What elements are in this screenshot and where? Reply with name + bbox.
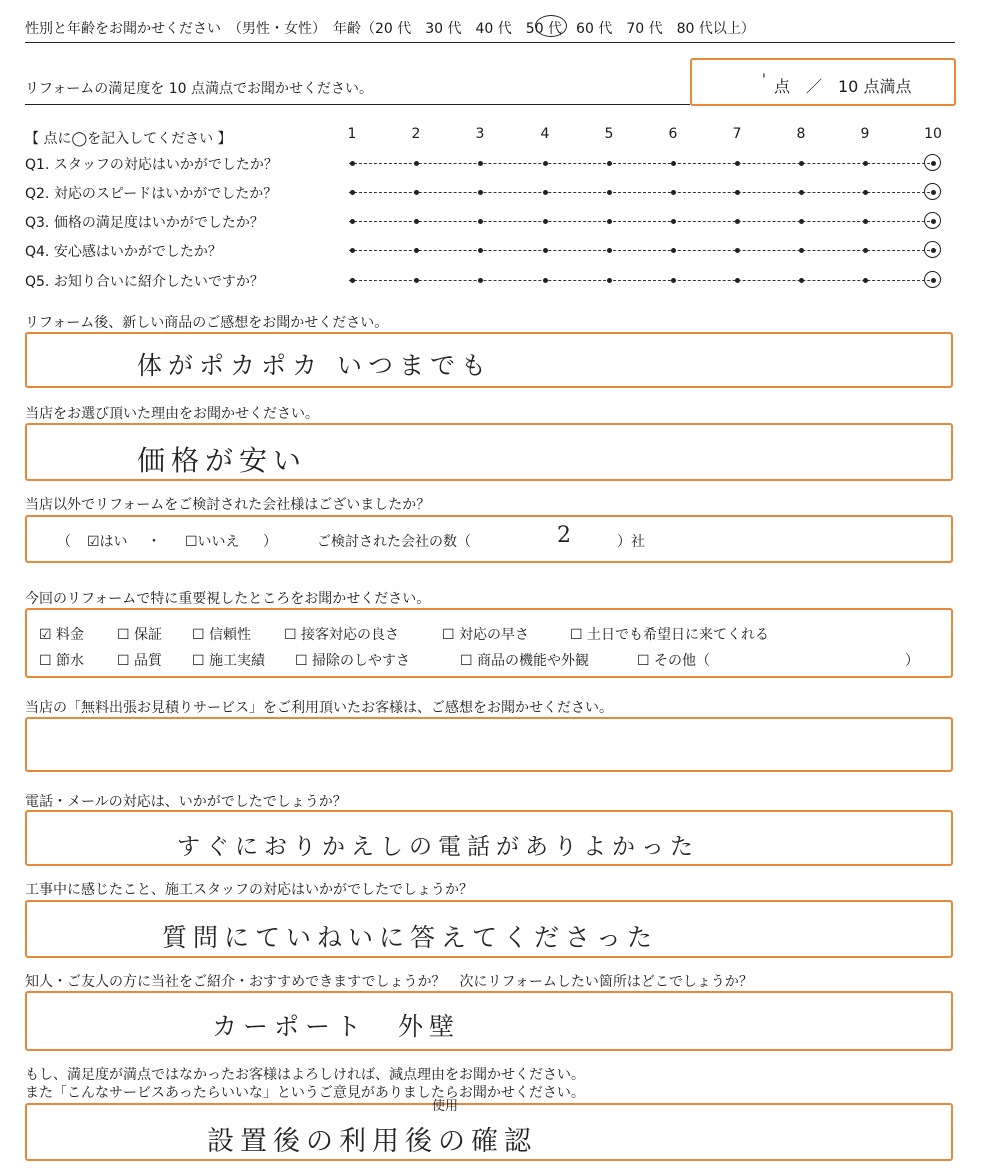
reason-answer-box[interactable] (25, 423, 953, 481)
rating-point-5-6[interactable] (671, 278, 676, 283)
rating-point-1-2[interactable] (414, 161, 419, 166)
rating-point-4-9[interactable] (863, 248, 868, 253)
deduct-question-2: また「こんなサービスあったらいいな」というご意見がありましたらお聞かせください。 (25, 1085, 585, 1101)
rating-point-1-5[interactable] (607, 161, 612, 166)
rating-point-3-7[interactable] (735, 219, 740, 224)
rating-question-1: Q1. スタッフの対応はいかがでしたか？ (25, 157, 278, 173)
rating-question-3: Q3. 価格の満足度はいかがでしたか？ (25, 215, 264, 231)
gender-age-question: 性別と年齢をお聞かせください （男性・女性） 年齢（20 代 30 代 40 代 50 代 60 代 70 代 80 代以上） (25, 18, 955, 43)
priority-weekend[interactable]: ☐ 土日でも希望日に来てくれる (570, 627, 770, 643)
rating-point-1-6[interactable] (671, 161, 676, 166)
rating-line-2 (349, 192, 935, 193)
rating-point-2-9[interactable] (863, 190, 868, 195)
rating-point-4-5[interactable] (607, 248, 612, 253)
scale-number-4: 4 (540, 126, 550, 142)
rating-line-1 (349, 163, 935, 164)
rating-selected-circle-5 (924, 271, 941, 288)
priority-design[interactable]: ☐ 商品の機能や外観 (460, 653, 590, 669)
rating-line-4 (349, 250, 935, 251)
priority-cleaning[interactable]: ☐ 掃除のしやすさ (295, 653, 411, 669)
rating-point-5-5[interactable] (607, 278, 612, 283)
scale-number-3: 3 (475, 126, 485, 142)
phone-answer-box[interactable] (25, 810, 953, 866)
rating-point-1-8[interactable] (799, 161, 804, 166)
rating-point-4-1[interactable] (350, 248, 355, 253)
rating-point-1-4[interactable] (543, 161, 548, 166)
rating-point-4-7[interactable] (735, 248, 740, 253)
rating-line-3 (349, 221, 935, 222)
rating-point-4-8[interactable] (799, 248, 804, 253)
deduct-answer-note: 使用 (432, 1099, 459, 1114)
reason-question: 当店をお選び頂いた理由をお聞かせください。 (25, 406, 319, 422)
rating-point-3-4[interactable] (543, 219, 548, 224)
rating-point-4-2[interactable] (414, 248, 419, 253)
rating-point-3-8[interactable] (799, 219, 804, 224)
deduct-question-1: もし、満足度が満点ではなかったお客様はよろしければ、減点理由をお聞かせください。 (25, 1067, 585, 1083)
estimate-answer-box[interactable] (25, 717, 953, 772)
score-value: ' (762, 72, 766, 88)
rating-question-2: Q2. 対応のスピードはいかがでしたか？ (25, 186, 278, 202)
other-yes-checkbox[interactable]: ☑はい (87, 534, 128, 550)
priority-service[interactable]: ☐ 接客対応の良さ (284, 627, 400, 643)
rating-point-4-4[interactable] (543, 248, 548, 253)
rating-point-1-7[interactable] (735, 161, 740, 166)
rating-point-5-1[interactable] (350, 278, 355, 283)
rating-line-5 (349, 280, 935, 281)
rating-point-3-6[interactable] (671, 219, 676, 224)
rating-point-2-1[interactable] (350, 190, 355, 195)
impression-answer-box[interactable] (25, 332, 953, 388)
scale-number-1: 1 (347, 126, 357, 142)
priority-speed[interactable]: ☐ 対応の早さ (442, 627, 530, 643)
priority-fee[interactable]: ☑ 料金 (39, 627, 85, 643)
rating-point-1-1[interactable] (350, 161, 355, 166)
company-count-suffix: ）社 (617, 534, 645, 550)
rating-selected-circle-2 (924, 183, 941, 200)
rating-point-5-8[interactable] (799, 278, 804, 283)
rating-point-2-4[interactable] (543, 190, 548, 195)
rating-point-2-2[interactable] (414, 190, 419, 195)
next-question: 知人・ご友人の方に当社をご紹介・おすすめできますでしょうか？ 次にリフォームしたい箇所はどこでしょうか？ (25, 974, 753, 990)
deduct-answer: 設置後の利用後の確認 (207, 1126, 537, 1157)
rating-point-2-6[interactable] (671, 190, 676, 195)
rating-question-4: Q4. 安心感はいかがでしたか？ (25, 244, 222, 260)
rating-point-2-5[interactable] (607, 190, 612, 195)
other-close-paren: ） (263, 534, 277, 550)
other-separator: ・ (147, 534, 161, 550)
estimate-question: 当店の「無料出張お見積りサービス」をご利用頂いたお客様は、ご感想をお聞かせください。 (25, 700, 613, 716)
priority-box (25, 608, 953, 678)
impression-answer: 体がポカポカ いつまでも (137, 351, 492, 380)
impression-question: リフォーム後、新しい商品のご感想をお聞かせください。 (25, 315, 389, 331)
age-40-circle (535, 15, 567, 37)
rating-point-3-3[interactable] (478, 219, 483, 224)
deduct-answer-box[interactable] (25, 1099, 953, 1161)
rating-point-5-4[interactable] (543, 278, 548, 283)
rating-question-5: Q5. お知り合いに紹介したいですか？ (25, 274, 264, 290)
phone-question: 電話・メールの対応は、いかがでしたでしょうか？ (25, 794, 347, 810)
scale-number-6: 6 (668, 126, 678, 142)
reason-answer: 価格が安い (137, 444, 308, 477)
priority-other[interactable]: ☐ その他（ (637, 653, 711, 669)
phone-answer: すぐにおりかえしの電話がありよかった (177, 834, 699, 860)
next-answer: カーポート 外壁 (212, 1012, 461, 1041)
rating-instruction: 【 点に◯を記入してください 】 (25, 131, 232, 147)
rating-point-2-8[interactable] (799, 190, 804, 195)
scale-number-9: 9 (860, 126, 870, 142)
rating-selected-circle-1 (924, 154, 941, 171)
other-open-paren: （ (57, 534, 71, 550)
scale-number-2: 2 (411, 126, 421, 142)
scale-number-10: 10 (924, 126, 942, 142)
rating-point-5-9[interactable] (863, 278, 868, 283)
other-company-box[interactable] (25, 515, 953, 563)
priority-water[interactable]: ☐ 節水 (39, 653, 85, 669)
priority-reliability[interactable]: ☐ 信頼性 (192, 627, 252, 643)
rating-point-3-2[interactable] (414, 219, 419, 224)
rating-selected-circle-4 (924, 241, 941, 258)
priority-other-close: ） (905, 653, 919, 669)
rating-selected-circle-3 (924, 212, 941, 229)
rating-point-4-3[interactable] (478, 248, 483, 253)
other-company-question: 当店以外でリフォームをご検討された会社様はございましたか？ (25, 497, 431, 513)
priority-quality[interactable]: ☐ 品質 (117, 653, 163, 669)
other-no-checkbox[interactable]: ☐いいえ (185, 534, 240, 550)
priority-warranty[interactable]: ☐ 保証 (117, 627, 163, 643)
staff-answer-box[interactable] (25, 900, 953, 958)
rating-point-2-7[interactable] (735, 190, 740, 195)
score-suffix: 点 ／ 10 点満点 (774, 77, 912, 96)
staff-question: 工事中に感じたこと、施工スタッフの対応はいかがでしたでしょうか？ (25, 882, 473, 898)
priority-question: 今回のリフォームで特に重要視したところをお聞かせください。 (25, 591, 431, 607)
company-count-label: ご検討された会社の数（ (317, 534, 471, 550)
scale-number-7: 7 (732, 126, 742, 142)
satisfaction-question: リフォームの満足度を 10 点満点でお聞かせください。 (25, 78, 690, 105)
scale-number-8: 8 (796, 126, 806, 142)
rating-point-4-6[interactable] (671, 248, 676, 253)
scale-number-5: 5 (604, 126, 614, 142)
score-box[interactable] (690, 58, 956, 106)
rating-point-5-2[interactable] (414, 278, 419, 283)
staff-answer: 質問にていねいに答えてくださった (162, 923, 659, 952)
rating-point-3-5[interactable] (607, 219, 612, 224)
rating-point-3-9[interactable] (863, 219, 868, 224)
rating-point-1-3[interactable] (478, 161, 483, 166)
rating-point-2-3[interactable] (478, 190, 483, 195)
company-count-value: 2 (557, 523, 577, 548)
next-answer-box[interactable] (25, 991, 953, 1051)
rating-point-3-1[interactable] (350, 219, 355, 224)
rating-point-5-3[interactable] (478, 278, 483, 283)
priority-record[interactable]: ☐ 施工実績 (192, 653, 266, 669)
rating-point-5-7[interactable] (735, 278, 740, 283)
rating-point-1-9[interactable] (863, 161, 868, 166)
